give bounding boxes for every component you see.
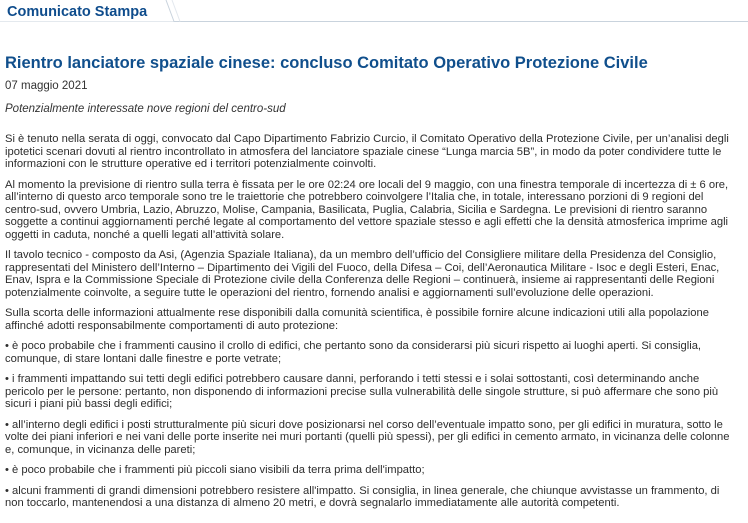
paragraph-forecast: Al momento la previsione di rientro sulla terra è fissata per le ore 02:24 ore locali del 9 maggio, con una finestra temporale di incertezza di ± 6 ore, all’interno di questo arco temporale sono tre le traiettorie che potrebbero coinvolgere l’Italia che, in totale, interessano porzioni di 9 regioni del centro-sud, ovvero Umbria, Lazio, Abruzzo, Molise, Campania, Basilicata, Puglia, Calabria, Sicilia e Sardegna. Le previsioni di rientro saranno soggette a continui aggiornamenti perché legate al comportamento del vettore spaziale stesso e agli effetti che la densità atmosferica imprime agli oggetti in caduta, nonché a quelli legati all’attività solare. bbox=[5, 178, 729, 241]
article bbox=[5, 53, 741, 518]
bullet-safe-spots: • all’interno degli edifici i posti strutturalmente più sicuri dove posizionarsi nel corso dell’eventuale impatto sono, per gli edifici in muratura, sotto le volte dei piani inferiori e nei vani delle porte inserite nei muri portanti (quelli più spessi), per gli edifici in cemento armato, in vicinanza delle colonne e, comunque, in vicinanza delle pareti; bbox=[5, 418, 730, 456]
article-headline: Rientro lanciatore spaziale cinese: concluso Comitato Operativo Protezione Civile bbox=[5, 54, 648, 72]
section-title: Comunicato Stampa bbox=[7, 4, 148, 20]
paragraph-technical-table: Il tavolo tecnico - composto da Asi, (Agenzia Spaziale Italiana), da un membro dell’ufficio del Consigliere militare della Presidenza del Consiglio, rappresentati del Ministero dell’Interno – Dipartimento dei Vigili del Fuoco, della Difesa – Coi, dell’Aeronautica Militare - Isoc e degli Esteri, Enac, Enav, Ispra e la Commissione Speciale di Protezione civile della Conferenza delle Regioni – continuerà, insieme ai rappresentanti delle Regioni potenzialmente coinvolte, a seguire tutte le operazioni del rientro, fornendo analisi e aggiornamenti sull’evoluzione delle operazioni. bbox=[5, 249, 720, 299]
bullet-roofs: • i frammenti impattando sui tetti degli edifici potrebbero causare danni, perforando i tetti stessi e i solai sottostanti, così determinando anche pericolo per le persone: pertanto, non disponendo di informazioni precise sulla vulnerabilità delle singole strutture, si può affermare che sono più sicuri i piani più bassi degli edifici; bbox=[5, 373, 719, 410]
bullet-visibility: • è poco probabile che i frammenti più piccoli siano visibili da terra prima dell'impatto; bbox=[5, 464, 425, 476]
paragraph-intro: Si è tenuto nella serata di oggi, convocato dal Capo Dipartimento Fabrizio Curcio, il Comitato Operativo della Protezione Civile, per un’analisi degli ipotetici scenari dovuti al rientro incontrollato in atmosfera del lanciatore spaziale cinese “Lunga marcia 5B”, in modo da poter condividere tutte le informazioni con le strutture operative ed i territori potenzialmente coinvolti. bbox=[5, 133, 729, 170]
bullet-buildings: • è poco probabile che i frammenti causino il crollo di edifici, che pertanto sono da considerarsi più sicuri rispetto ai luoghi aperti. Si consiglia, comunque, di stare lontani dalle finestre e porte vetrate; bbox=[5, 340, 702, 365]
header-bar bbox=[0, 0, 748, 22]
article-date: 07 maggio 2021 bbox=[5, 80, 88, 92]
paragraph-guidance-intro: Sulla scorta delle informazioni attualmente rese disponibili dalla comunità scientifica, è possibile fornire alcune indicazioni utili alla popolazione affinché adotti responsabilmente comportamenti di auto protezione: bbox=[5, 307, 709, 332]
article-subtitle: Potenzialmente interessate nove regioni del centro-sud bbox=[5, 103, 286, 115]
bullet-large-fragments: • alcuni frammenti di grandi dimensioni potrebbero resistere all'impatto. Si consiglia, in linea generale, che chiunque avvistasse un frammento, di non toccarlo, mantenendosi a una distanza di almeno 20 metri, e dovrà segnalarlo immediatamente alle autorità competenti. bbox=[5, 484, 720, 509]
article-body bbox=[5, 133, 741, 510]
